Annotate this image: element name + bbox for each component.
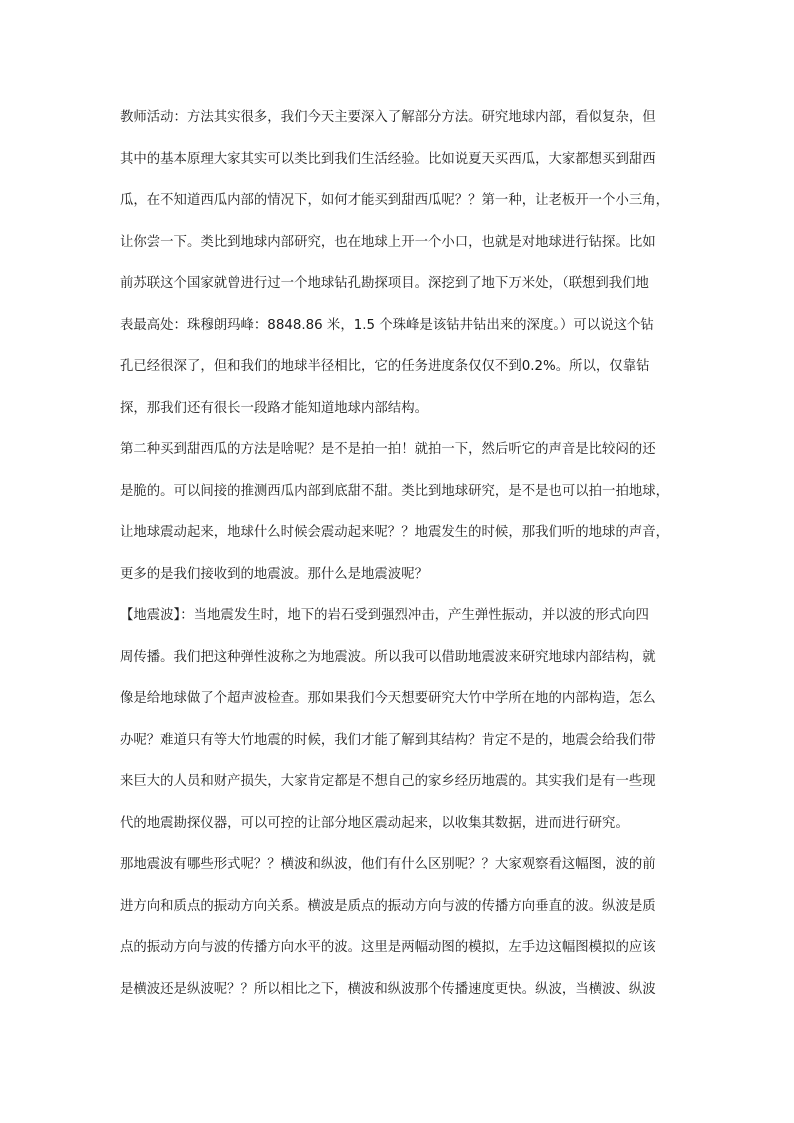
- text-line: 【地震波】：当地震发生时，地下的岩石受到强烈冲击，产生弹性振动，并以波的形式向四: [120, 608, 649, 623]
- text-line: 孔已经很深了，但和我们的地球半径相比，它的任务进度条仅仅不到0.2%。所以，仅靠钻: [120, 359, 650, 374]
- text-line: 表最高处：珠穆朗玛峰：8848.86 米，1.5 个珠峰是该钻井钻出来的深度。）可以说这个钻: [120, 318, 654, 333]
- text-line: 像是给地球做了个超声波检查。那如果我们今天想要研究大竹中学所在地的内部构造，怎么: [120, 691, 656, 706]
- text-line: 教师活动：方法其实很多，我们今天主要深入了解部分方法。研究地球内部，看似复杂，但: [120, 110, 656, 125]
- text-line: 第二种买到甜西瓜的方法是啥呢？是不是拍一拍！就拍一下，然后听它的声音是比较闷的还: [120, 442, 656, 457]
- text-line: 办呢？难道只有等大竹地震的时候，我们才能了解到其结构？肯定不是的，地震会给我们带: [120, 733, 656, 748]
- text-line: 来巨大的人员和财产损失，大家肯定都是不想自己的家乡经历地震的。其实我们是有一些现: [120, 774, 656, 789]
- text-line: 瓜，在不知道西瓜内部的情况下，如何才能买到甜西瓜呢？？第一种，让老板开一个小三角，: [120, 193, 670, 208]
- text-line: 其中的基本原理大家其实可以类比到我们生活经验。比如说夏天买西瓜，大家都想买到甜西: [120, 152, 656, 167]
- text-line: 探，那我们还有很长一段路才能知道地球内部结构。: [120, 401, 428, 416]
- text-line: 周传播。我们把这种弹性波称之为地震波。所以我可以借助地震波来研究地球内部结构，就: [120, 650, 656, 665]
- text-line: 进方向和质点的振动方向关系。横波是质点的振动方向与波的传播方向垂直的波。纵波是质: [120, 899, 656, 914]
- text-line: 让你尝一下。类比到地球内部研究，也在地球上开一个小口，也就是对地球进行钻探。比如: [120, 235, 656, 250]
- text-line: 代的地震勘探仪器，可以可控的让部分地区震动起来，以收集其数据，进而进行研究。: [120, 816, 629, 831]
- text-line: 前苏联这个国家就曾进行过一个地球钻孔勘探项目。深挖到了地下万米处，（联想到我们地: [120, 276, 649, 291]
- text-line: 是横波还是纵波呢？？所以相比之下，横波和纵波那个传播速度更快。纵波，当横波、纵波: [120, 982, 656, 997]
- text-line: 让地球震动起来，地球什么时候会震动起来呢？？地震发生的时候，那我们听的地球的声音，: [120, 525, 670, 540]
- text-line: 更多的是我们接收到的地震波。那什么是地震波呢？: [120, 567, 428, 582]
- text-line: 是脆的。可以间接的推测西瓜内部到底甜不甜。类比到地球研究，是不是也可以拍一拍地球，: [120, 484, 670, 499]
- text-line: 点的振动方向与波的传播方向水平的波。这里是两幅动图的模拟，左手边这幅图模拟的应该: [120, 940, 656, 955]
- text-line: 那地震波有哪些形式呢？？横波和纵波，他们有什么区别呢？？大家观察看这幅图，波的前: [120, 857, 656, 872]
